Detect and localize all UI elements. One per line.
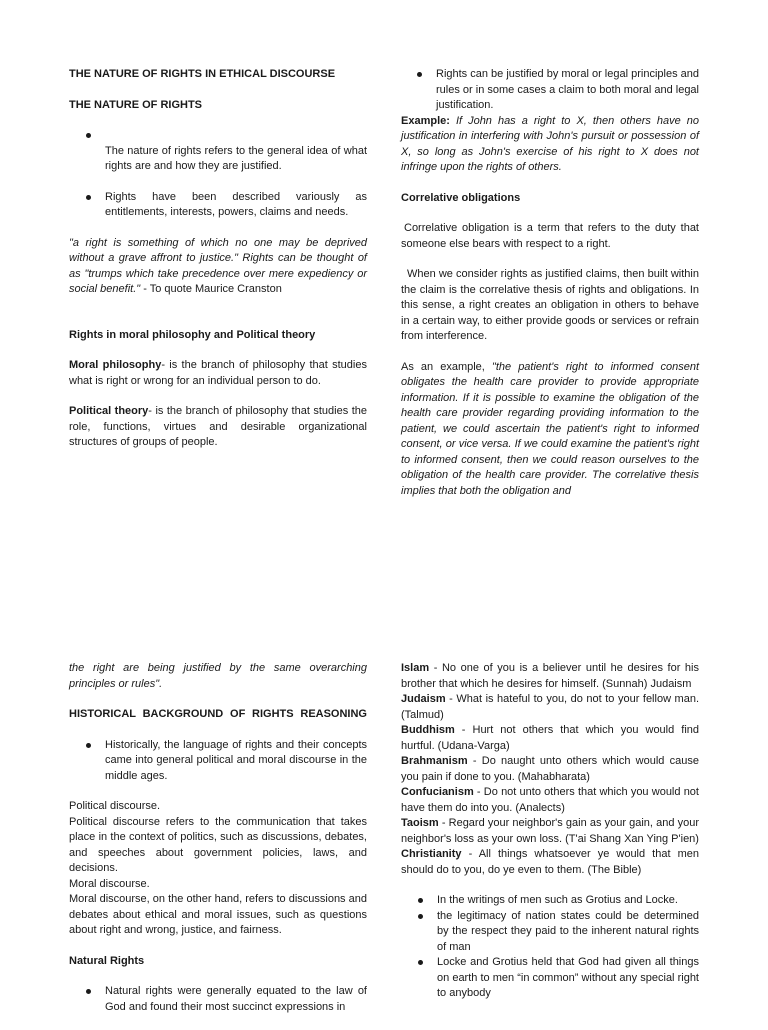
john-example: Example: If John has a right to X, then others have no justification in interfering with John's pursuit or possession of X, so long as John's exercise of his right to X does not infringe upon the rights of others. [401, 114, 699, 173]
section-heading-historical: HISTORICAL BACKGROUND OF RIGHTS REASONING [69, 708, 367, 720]
bullet-icon [417, 72, 422, 77]
political-discourse-text: Political discourse refers to the communication that takes place in the context of politics, such as discussions, debates, and speeches about government policies, laws, and decisions. [69, 815, 367, 874]
document-page-2 [0, 648, 768, 1024]
bullet-icon [86, 989, 91, 994]
justified-bullets [400, 67, 699, 114]
religion-entry-brahmanism: Brahmanism - Do naught unto others which would cause you pain if done to you. (Mahabharata) [401, 755, 699, 783]
correlative-continuation: the right are being justified by the same overarching principles or rules". [69, 662, 367, 690]
religion-entry-christianity: Christianity - All things whatsoever ye would that men should do to you, do ye even to them. (The Bible) [401, 848, 699, 876]
golden-rule-list [401, 661, 699, 878]
list-item [401, 909, 699, 956]
page1-right-column [401, 67, 699, 514]
page2-left-column [69, 661, 367, 1030]
political-discourse-label: Political discourse. [69, 800, 161, 812]
list-item [69, 738, 367, 785]
list-item [400, 67, 699, 114]
bullet-icon [418, 960, 423, 965]
bullet-text: In the writings of men such as Grotius and Locke. [437, 894, 678, 906]
moral-discourse-text: Moral discourse, on the other hand, refers to discussions and debates about ethical and moral issues, such as questions about right and wrong, justice, and fairness. [69, 893, 367, 936]
page1-left-column [69, 67, 367, 466]
bullet-icon [86, 133, 91, 138]
bullet-icon [418, 898, 423, 903]
bullet-icon [418, 914, 423, 919]
natural-rights-bullets [69, 984, 367, 1015]
religion-entry-taoism: Taoism - Regard your neighbor's gain as your gain, and your neighbor's loss as your own loss. (T'ai Shang Xan Ying P'ien) [401, 817, 699, 845]
bullet-text: the legitimacy of nation states could be determined by the respect they paid to the inherent natural rights of man [437, 909, 699, 953]
bullet-text: The nature of rights refers to the general idea of what rights are and how they are justified. [105, 144, 367, 172]
bullet-text: Locke and Grotius held that God had given all things on earth to men “in common” without any special right to anybody [437, 956, 699, 999]
section-heading-natural-rights: Natural Rights [69, 954, 145, 967]
cranston-quote: "a right is something of which no one may be deprived without a grave affront to justice." Rights can be thought of as "trumps which take precedence over mere expediency or social benefit." - To quote Maurice Cranston [69, 236, 367, 295]
correlative-para-3: As an example, "the patient's right to informed consent obligates the health care provider to provide appropriate information. If it is possible to examine the obligation of the health care provider regarding providing information to the patient, we could ascertain the patient's right to informed consent, or vice versa. If we could examine the patient's right to informed consent, then we could reason ourselves to the obligation of the health care provider. The correlative thesis implies that both the obligation and [401, 360, 699, 497]
correlative-para-1: Correlative obligation is a term that refers to the duty that someone else bears with respect to a right. [401, 222, 699, 250]
grotius-locke-bullets [401, 893, 699, 1002]
list-item [401, 893, 699, 909]
bullet-text: Natural rights were generally equated to the law of God and found their most succinct expressions in [105, 985, 367, 1013]
religion-entry-judaism: Judaism - What is hateful to you, do not to your fellow man. (Talmud) [401, 693, 699, 721]
page2-right-column [401, 661, 699, 1017]
section-heading-nature-of-rights: THE NATURE OF RIGHTS [69, 98, 203, 111]
bullet-text: Rights have been described variously as entitlements, interests, powers, claims and needs. [105, 190, 367, 218]
list-item [69, 984, 367, 1015]
section-heading-moral-political: Rights in moral philosophy and Political theory [69, 328, 316, 341]
bullet-text: Rights can be justified by moral or legal principles and rules or in some cases a claim to both moral and legal justification. [436, 68, 699, 111]
document-title: THE NATURE OF RIGHTS IN ETHICAL DISCOURSE [69, 68, 336, 80]
nature-bullets [69, 128, 367, 175]
religion-entry-islam: Islam - No one of you is a believer until he desires for his brother that which he desires for himself. (Sunnah) Judaism [401, 662, 699, 690]
historical-bullets [69, 738, 367, 785]
political-theory-definition: Political theory- is the branch of philosophy that studies the role, functions, virtues and desirable organizational structures of groups of people. [69, 405, 367, 448]
correlative-para-2: When we consider rights as justified claims, then built within the claim is the correlative thesis of rights and obligations. In this sense, a right creates an obligation in others to behave in a certain way, to either provide goods or services or refrain from interference. [401, 268, 699, 342]
moral-discourse-label: Moral discourse. [69, 877, 150, 890]
religion-entry-buddhism: Buddhism - Hurt not others that which you would find hurtful. (Udana-Varga) [401, 724, 699, 752]
bullet-icon [86, 195, 91, 200]
section-heading-correlative: Correlative obligations [401, 191, 521, 204]
nature-bullets-2 [69, 190, 367, 221]
moral-philosophy-definition: Moral philosophy- is the branch of philosophy that studies what is right or wrong for an individual person to do. [69, 359, 367, 387]
religion-entry-confucianism: Confucianism - Do not unto others that which you would not have them do into you. (Analects) [401, 786, 699, 814]
list-item [401, 955, 699, 1002]
bullet-text: Historically, the language of rights and their concepts came into general political and moral discourse in the middle ages. [105, 738, 367, 782]
list-item [69, 128, 367, 175]
bullet-icon [86, 743, 91, 748]
list-item [69, 190, 367, 221]
